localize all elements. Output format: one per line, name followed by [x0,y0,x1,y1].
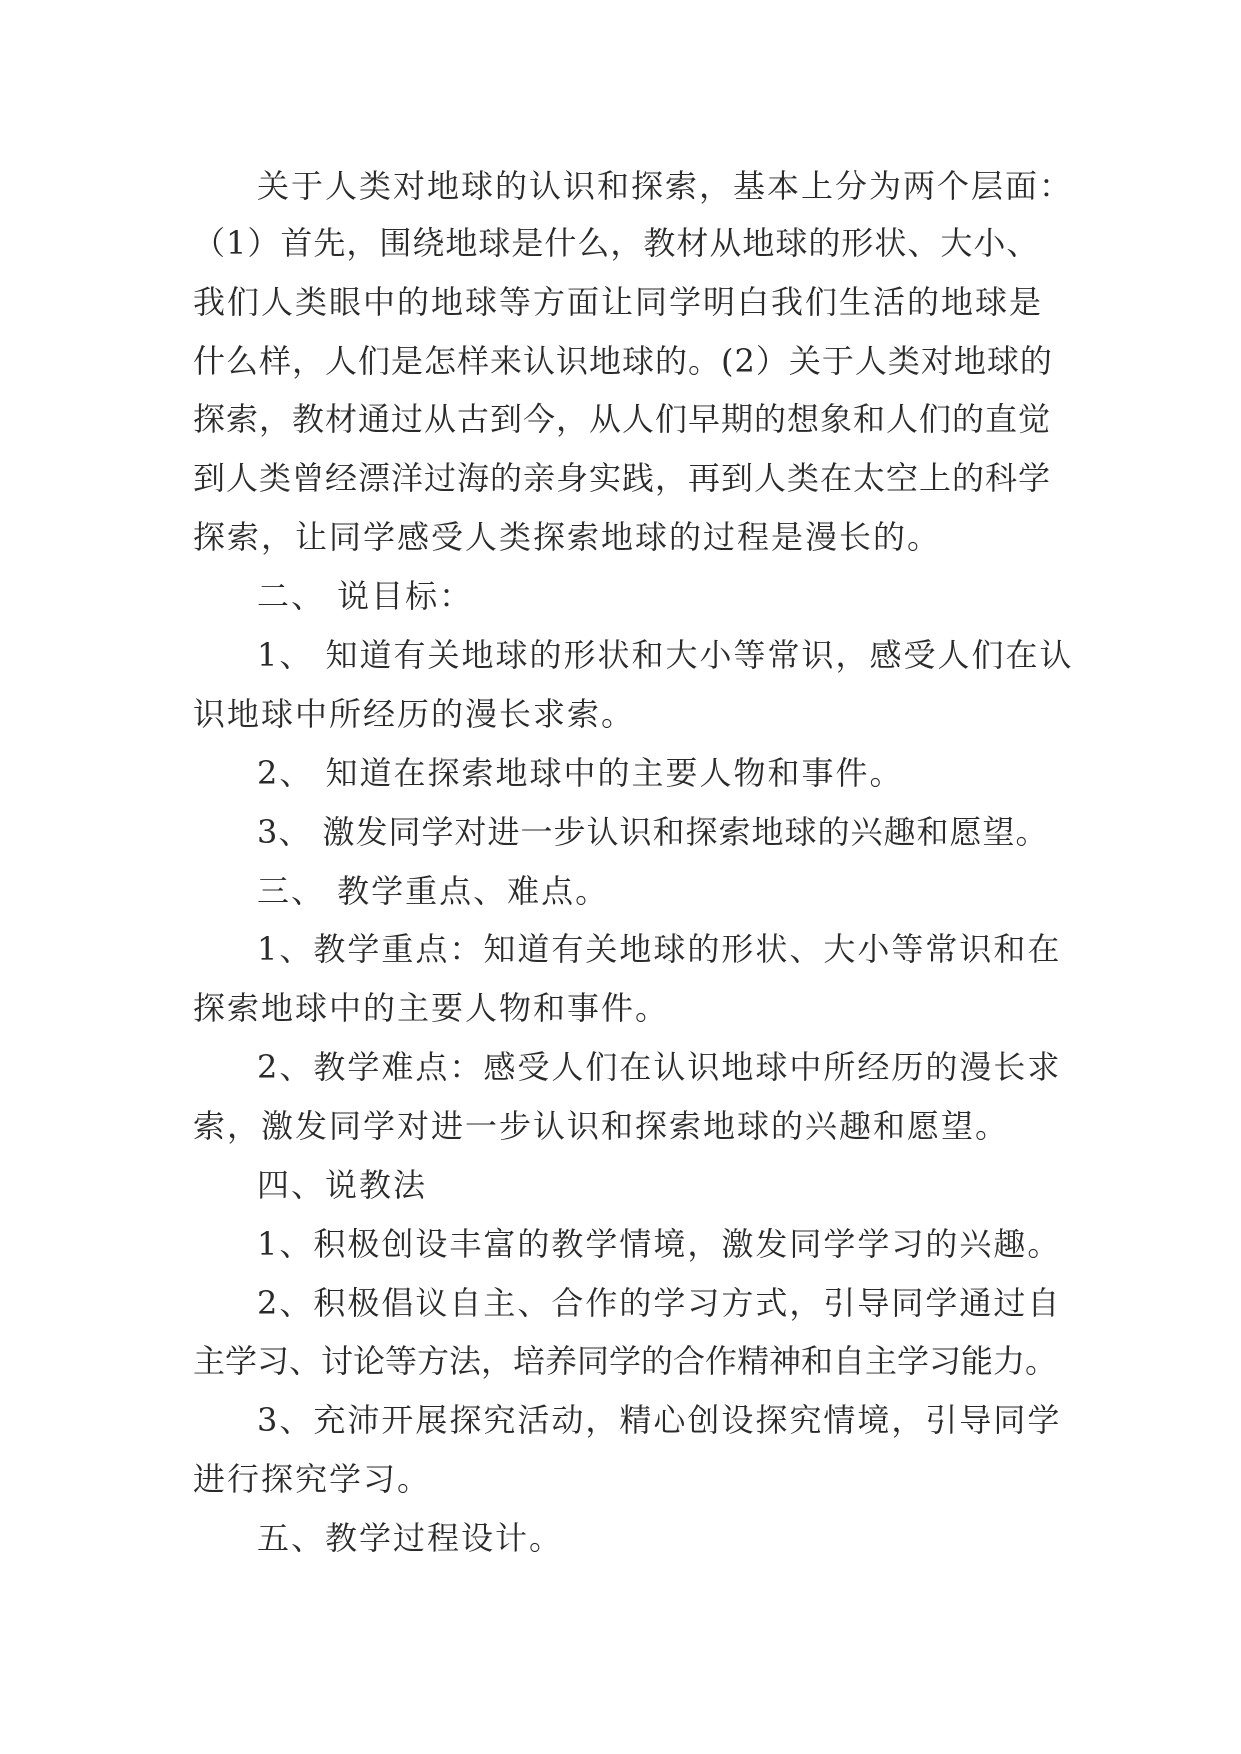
text-line: 1、积极创设丰富的教学情境，激发同学学习的兴趣。 [257,1225,1062,1263]
section-heading: 三、 教学重点、难点。 [257,872,610,910]
text-line: 探索，让同学感受人类探索地球的过程是漫长的。 [193,518,942,556]
section-heading: 五、教学过程设计。 [257,1519,564,1557]
text-line: 识地球中所经历的漫长求索。 [193,695,636,733]
text-line: 进行探究学习。 [193,1460,432,1498]
text-line: 主学习、讨论等方法，培养同学的合作精神和自主学习能力。 [193,1342,1058,1380]
text-line: 什么样，人们是怎样来认识地球的。(2）关于人类对地球的 [193,342,1053,380]
text-line: 2、积极倡议自主、合作的学习方式，引导同学通过自 [257,1284,1062,1322]
text-line: 索，激发同学对进一步认识和探索地球的兴趣和愿望。 [193,1107,1010,1145]
text-line: 1、 知道有关地球的形状和大小等常识，感受人们在认 [257,636,1074,674]
text-line: 到人类曾经漂洋过海的亲身实践，再到人类在太空上的科学 [193,459,1052,497]
text-line: 3、 激发同学对进一步认识和探索地球的兴趣和愿望。 [257,813,1049,851]
text-line: 探索，教材通过从古到今，从人们早期的想象和人们的直觉 [193,400,1052,438]
text-line: 1、教学重点：知道有关地球的形状、大小等常识和在 [257,930,1062,968]
text-line: 关于人类对地球的认识和探索，基本上分为两个层面： [257,167,1074,205]
text-line: 我们人类眼中的地球等方面让同学明白我们生活的地球是 [193,283,1044,321]
text-line: 探索地球中的主要人物和事件。 [193,989,670,1027]
text-line: （1）首先，围绕地球是什么，教材从地球的形状、大小、 [193,224,1040,262]
text-line: 2、教学难点：感受人们在认识地球中所经历的漫长求 [257,1048,1062,1086]
text-line: 3、充沛开展探究活动，精心创设探究情境，引导同学 [257,1401,1062,1439]
section-heading: 二、 说目标： [257,577,474,615]
section-heading: 四、说教法 [257,1166,428,1204]
text-line: 2、 知道在探索地球中的主要人物和事件。 [257,754,904,792]
